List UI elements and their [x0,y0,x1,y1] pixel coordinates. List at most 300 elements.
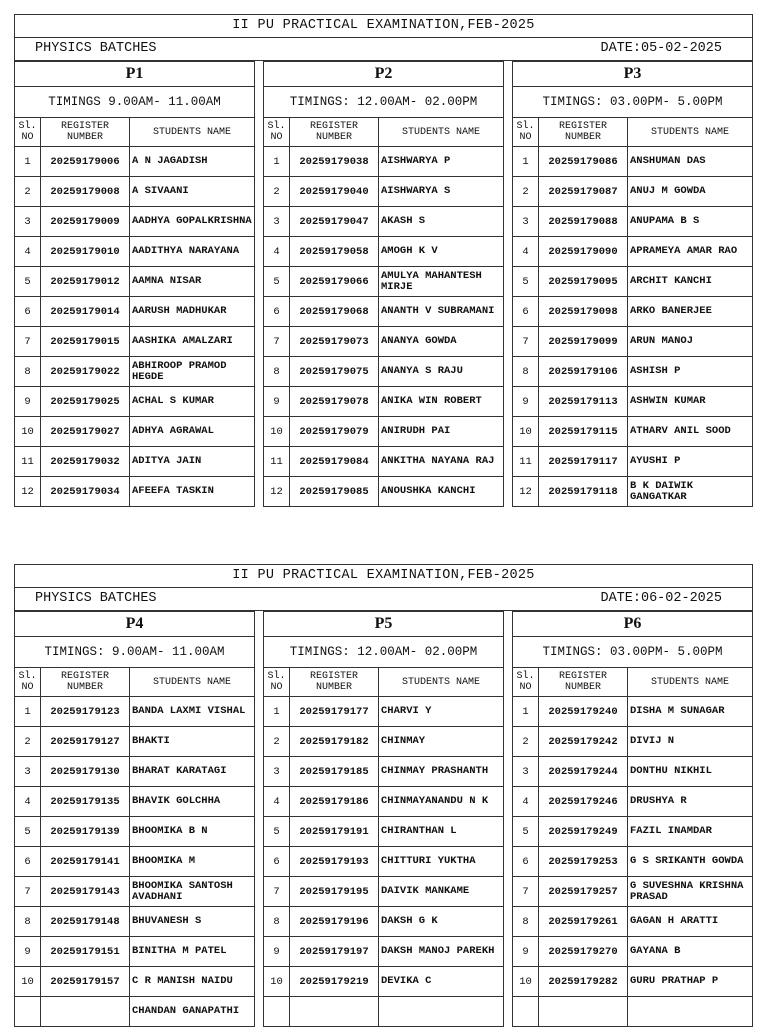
serial-number: 8 [264,907,290,937]
student-name: ANANYA GOWDA [379,327,504,357]
serial-number: 6 [15,297,41,327]
register-number: 20259179095 [539,267,628,297]
serial-number: 10 [513,417,539,447]
student-name: GAYANA B [628,937,753,967]
table-row [513,177,753,207]
table-row [513,877,753,907]
table-row [513,757,753,787]
serial-number: 9 [513,387,539,417]
register-number: 20259179008 [41,177,130,207]
table-row [15,387,255,417]
student-name: ARKO BANERJEE [628,297,753,327]
serial-number: 10 [264,967,290,997]
table-row [15,207,255,237]
register-number: 20259179090 [539,237,628,267]
register-number [539,997,628,1027]
table-row [513,447,753,477]
col-header-register: REGISTER NUMBER [41,668,130,697]
register-number: 20259179066 [290,267,379,297]
serial-number: 4 [15,237,41,267]
serial-number: 12 [264,477,290,507]
register-number: 20259179085 [290,477,379,507]
serial-number: 10 [15,417,41,447]
batch-table [512,61,753,507]
serial-number: 1 [264,697,290,727]
subject-label: PHYSICS BATCHES [35,41,157,56]
student-name: ANANTH V SUBRAMANI [379,297,504,327]
sheet-header [14,14,753,61]
serial-number: 10 [15,967,41,997]
batch-timing: TIMINGS: 12.00AM- 02.00PM [264,87,504,118]
table-row [264,237,504,267]
student-name: AASHIKA AMALZARI [130,327,255,357]
register-number: 20259179196 [290,907,379,937]
student-name: G SUVESHNA KRISHNA PRASAD [628,877,753,907]
table-row [513,327,753,357]
serial-number: 11 [513,447,539,477]
serial-number: 5 [513,817,539,847]
serial-number: 1 [15,147,41,177]
student-name: CHINMAYANANDU N K [379,787,504,817]
student-name: BHAVIK GOLCHHA [130,787,255,817]
col-header-name: STUDENTS NAME [628,118,753,147]
register-number: 20259179270 [539,937,628,967]
student-name: APRAMEYA AMAR RAO [628,237,753,267]
register-number: 20259179079 [290,417,379,447]
student-name: DAKSH G K [379,907,504,937]
student-name: AMOGH K V [379,237,504,267]
subject-label: PHYSICS BATCHES [35,591,157,606]
serial-number: 2 [513,727,539,757]
register-number: 20259179139 [41,817,130,847]
register-number: 20259179106 [539,357,628,387]
serial-number: 5 [513,267,539,297]
table-row [264,327,504,357]
register-number: 20259179127 [41,727,130,757]
register-number: 20259179012 [41,267,130,297]
register-number: 20259179219 [290,967,379,997]
col-header-register: REGISTER NUMBER [290,668,379,697]
batch-table [14,611,255,1027]
table-row [513,147,753,177]
register-number: 20259179182 [290,727,379,757]
table-row [15,327,255,357]
register-number: 20259179240 [539,697,628,727]
table-row [513,847,753,877]
table-row [264,177,504,207]
table-row [513,207,753,237]
student-name: DEVIKA C [379,967,504,997]
serial-number: 6 [264,847,290,877]
sheet-header [14,564,753,611]
register-number: 20259179084 [290,447,379,477]
student-name: BHARAT KARATAGI [130,757,255,787]
table-row [264,447,504,477]
student-name: ANKITHA NAYANA RAJ [379,447,504,477]
student-name: AISHWARYA S [379,177,504,207]
serial-number: 2 [15,727,41,757]
batch-group [512,61,753,507]
student-name: ANUPAMA B S [628,207,753,237]
student-name: ADHYA AGRAWAL [130,417,255,447]
table-row [15,877,255,907]
student-name [628,997,753,1027]
table-row [15,177,255,207]
register-number: 20259179040 [290,177,379,207]
table-row [15,937,255,967]
student-name: CHITTURI YUKTHA [379,847,504,877]
table-row [513,697,753,727]
student-name: ARCHIT KANCHI [628,267,753,297]
register-number: 20259179253 [539,847,628,877]
student-name: DISHA M SUNAGAR [628,697,753,727]
table-row [15,907,255,937]
serial-number: 7 [15,877,41,907]
table-row [513,267,753,297]
col-header-register: REGISTER NUMBER [539,668,628,697]
register-number: 20259179141 [41,847,130,877]
register-number: 20259179117 [539,447,628,477]
table-row [15,147,255,177]
register-number: 20259179032 [41,447,130,477]
batch-name: P6 [513,612,753,637]
serial-number: 4 [513,787,539,817]
student-name [379,997,504,1027]
student-name: AAMNA NISAR [130,267,255,297]
student-name: DRUSHYA R [628,787,753,817]
table-row [264,477,504,507]
serial-number: 10 [513,967,539,997]
table-row [264,417,504,447]
table-row [264,267,504,297]
table-row [15,417,255,447]
register-number: 20259179086 [539,147,628,177]
table-row [15,787,255,817]
student-name: AKASH S [379,207,504,237]
student-name: ADITYA JAIN [130,447,255,477]
batch-group [512,611,753,1027]
student-name: ARUN MANOJ [628,327,753,357]
table-row [15,697,255,727]
serial-number: 8 [15,357,41,387]
register-number: 20259179242 [539,727,628,757]
col-header-sl: Sl. NO [15,118,41,147]
table-row [513,727,753,757]
register-number: 20259179038 [290,147,379,177]
student-name: BANDA LAXMI VISHAL [130,697,255,727]
batch-table [14,61,255,507]
table-row [513,387,753,417]
register-number: 20259179113 [539,387,628,417]
serial-number: 1 [513,147,539,177]
register-number: 20259179010 [41,237,130,267]
serial-number: 8 [264,357,290,387]
serial-number: 3 [264,207,290,237]
register-number: 20259179075 [290,357,379,387]
table-row [513,477,753,507]
subtitle-row [15,38,752,61]
table-row [264,387,504,417]
serial-number: 3 [513,207,539,237]
col-header-sl: Sl. NO [264,668,290,697]
table-row [15,237,255,267]
student-name: B K DAIWIK GANGATKAR [628,477,753,507]
col-header-register: REGISTER NUMBER [290,118,379,147]
table-row [15,357,255,387]
register-number: 20259179282 [539,967,628,997]
serial-number: 9 [15,937,41,967]
student-name: DAKSH MANOJ PAREKH [379,937,504,967]
register-number: 20259179098 [539,297,628,327]
serial-number: 5 [15,267,41,297]
batch-table [263,61,504,507]
batch-groups [14,61,753,507]
batch-timing: TIMINGS: 12.00AM- 02.00PM [264,637,504,668]
table-row [15,727,255,757]
register-number: 20259179261 [539,907,628,937]
register-number: 20259179185 [290,757,379,787]
col-header-name: STUDENTS NAME [130,118,255,147]
serial-number: 4 [264,787,290,817]
register-number: 20259179244 [539,757,628,787]
col-header-name: STUDENTS NAME [379,118,504,147]
register-number: 20259179058 [290,237,379,267]
student-name: ASHWIN KUMAR [628,387,753,417]
serial-number: 11 [264,447,290,477]
batch-name: P5 [264,612,504,637]
batch-name: P4 [15,612,255,637]
table-row [264,207,504,237]
serial-number: 8 [513,907,539,937]
student-name: BINITHA M PATEL [130,937,255,967]
table-row [264,357,504,387]
register-number: 20259179143 [41,877,130,907]
serial-number: 6 [513,847,539,877]
register-number: 20259179191 [290,817,379,847]
serial-number: 2 [513,177,539,207]
exam-title: II PU PRACTICAL EXAMINATION,FEB-2025 [15,565,752,588]
student-name: ANANYA S RAJU [379,357,504,387]
batch-timing: TIMINGS: 03.00PM- 5.00PM [513,87,753,118]
serial-number: 1 [15,697,41,727]
col-header-name: STUDENTS NAME [628,668,753,697]
register-number [41,997,130,1027]
table-row [15,447,255,477]
serial-number: 2 [264,177,290,207]
table-row [15,817,255,847]
register-number: 20259179249 [539,817,628,847]
table-row [264,297,504,327]
student-name: BHOOMIKA B N [130,817,255,847]
table-row [264,727,504,757]
register-number: 20259179073 [290,327,379,357]
table-row [15,297,255,327]
serial-number: 3 [264,757,290,787]
student-name: AFEEFA TASKIN [130,477,255,507]
table-row [264,817,504,847]
serial-number: 6 [513,297,539,327]
table-row [513,357,753,387]
table-row [15,847,255,877]
table-row [264,147,504,177]
register-number: 20259179027 [41,417,130,447]
serial-number: 2 [264,727,290,757]
student-name: AISHWARYA P [379,147,504,177]
student-name: ASHISH P [628,357,753,387]
table-row [264,967,504,997]
student-name: DIVIJ N [628,727,753,757]
batch-table [512,611,753,1027]
student-name: ANUJ M GOWDA [628,177,753,207]
student-name: ACHAL S KUMAR [130,387,255,417]
table-row [513,787,753,817]
batch-timing: TIMINGS: 9.00AM- 11.00AM [15,637,255,668]
register-number: 20259179047 [290,207,379,237]
register-number: 20259179088 [539,207,628,237]
serial-number: 4 [513,237,539,267]
register-number: 20259179195 [290,877,379,907]
student-name: GURU PRATHAP P [628,967,753,997]
table-row [513,297,753,327]
exam-title: II PU PRACTICAL EXAMINATION,FEB-2025 [15,15,752,38]
student-name: A N JAGADISH [130,147,255,177]
batch-timing: TIMINGS 9.00AM- 11.00AM [15,87,255,118]
serial-number: 6 [264,297,290,327]
serial-number [15,997,41,1027]
register-number: 20259179078 [290,387,379,417]
student-name: DAIVIK MANKAME [379,877,504,907]
student-name: BHUVANESH S [130,907,255,937]
serial-number: 5 [264,817,290,847]
table-row [513,817,753,847]
batch-timing: TIMINGS: 03.00PM- 5.00PM [513,637,753,668]
student-name: CHIRANTHAN L [379,817,504,847]
student-name: CHINMAY [379,727,504,757]
col-header-sl: Sl. NO [513,118,539,147]
table-row [264,877,504,907]
register-number: 20259179257 [539,877,628,907]
register-number: 20259179177 [290,697,379,727]
register-number: 20259179148 [41,907,130,937]
student-name: CHANDAN GANAPATHI [130,997,255,1027]
serial-number: 3 [15,757,41,787]
register-number: 20259179151 [41,937,130,967]
serial-number: 1 [264,147,290,177]
batch-name: P2 [264,62,504,87]
table-row [264,697,504,727]
serial-number: 5 [264,267,290,297]
serial-number: 11 [15,447,41,477]
table-row [513,967,753,997]
student-name: A SIVAANI [130,177,255,207]
col-header-register: REGISTER NUMBER [539,118,628,147]
table-row [264,847,504,877]
serial-number: 5 [15,817,41,847]
student-name: C R MANISH NAIDU [130,967,255,997]
serial-number: 12 [513,477,539,507]
serial-number: 9 [264,387,290,417]
student-name: ANIRUDH PAI [379,417,504,447]
register-number: 20259179157 [41,967,130,997]
serial-number: 8 [15,907,41,937]
table-row [264,757,504,787]
col-header-register: REGISTER NUMBER [41,118,130,147]
register-number: 20259179130 [41,757,130,787]
student-name: CHARVI Y [379,697,504,727]
serial-number: 4 [15,787,41,817]
serial-number: 3 [513,757,539,787]
student-name: AARUSH MADHUKAR [130,297,255,327]
serial-number: 12 [15,477,41,507]
batch-groups [14,611,753,1027]
register-number: 20259179087 [539,177,628,207]
register-number: 20259179014 [41,297,130,327]
serial-number: 9 [264,937,290,967]
serial-number: 10 [264,417,290,447]
table-row [513,417,753,447]
table-row [15,757,255,787]
col-header-sl: Sl. NO [513,668,539,697]
serial-number: 4 [264,237,290,267]
serial-number: 7 [513,327,539,357]
register-number: 20259179197 [290,937,379,967]
student-name: ANIKA WIN ROBERT [379,387,504,417]
batch-group [14,611,255,1027]
student-name: ATHARV ANIL SOOD [628,417,753,447]
col-header-name: STUDENTS NAME [379,668,504,697]
student-name: ABHIROOP PRAMOD HEGDE [130,357,255,387]
table-row [264,787,504,817]
student-name: ANOUSHKA KANCHI [379,477,504,507]
table-row [264,997,504,1027]
exam-sheet-1 [14,14,753,507]
col-header-sl: Sl. NO [15,668,41,697]
serial-number [264,997,290,1027]
register-number: 20259179123 [41,697,130,727]
student-name: BHAKTI [130,727,255,757]
serial-number: 8 [513,357,539,387]
student-name: BHOOMIKA SANTOSH AVADHANI [130,877,255,907]
table-row [15,267,255,297]
table-row [264,937,504,967]
table-row [15,997,255,1027]
batch-group [263,61,504,507]
batch-group [14,61,255,507]
register-number: 20259179186 [290,787,379,817]
serial-number: 7 [264,327,290,357]
student-name: GAGAN H ARATTI [628,907,753,937]
register-number: 20259179118 [539,477,628,507]
student-name: ANSHUMAN DAS [628,147,753,177]
serial-number: 3 [15,207,41,237]
batch-group [263,611,504,1027]
serial-number: 7 [264,877,290,907]
register-number: 20259179115 [539,417,628,447]
batch-name: P3 [513,62,753,87]
table-row [513,937,753,967]
exam-date: DATE:05-02-2025 [600,41,722,56]
exam-sheet-2 [14,564,753,1027]
student-name: FAZIL INAMDAR [628,817,753,847]
table-row [513,907,753,937]
register-number: 20259179099 [539,327,628,357]
student-name: AYUSHI P [628,447,753,477]
register-number [290,997,379,1027]
col-header-sl: Sl. NO [264,118,290,147]
student-name: DONTHU NIKHIL [628,757,753,787]
student-name: CHINMAY PRASHANTH [379,757,504,787]
serial-number: 7 [513,877,539,907]
